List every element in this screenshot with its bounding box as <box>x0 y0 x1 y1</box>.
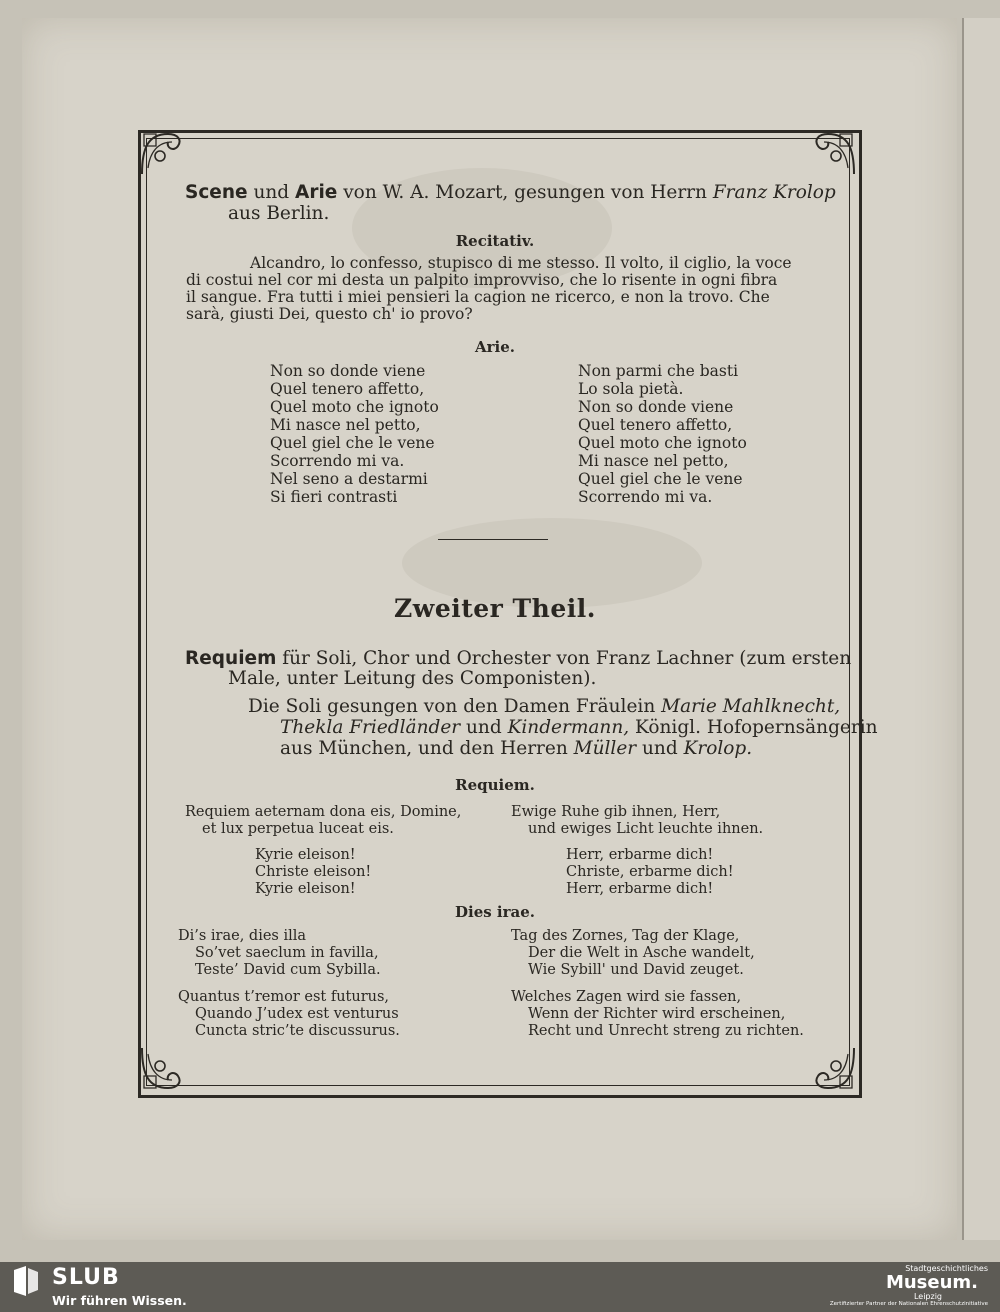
latin-line: Kyrie eleison! <box>255 847 356 863</box>
museum-partner-text: Zertifizierter Partner der Nationalen Ehrenschutzinitiative <box>829 1301 988 1307</box>
latin-line: Cuncta stric’te discussurus. <box>195 1023 400 1039</box>
soli-line: Thekla Friedländer und Kindermann, Königl. Hofopernsängerin <box>280 717 878 738</box>
latin-line: Quantus t’remor est futurus, <box>178 989 390 1005</box>
verse-line: Scorrendo mi va. <box>578 488 713 506</box>
program-content <box>150 150 878 1080</box>
museum-name: Museum. <box>885 1272 978 1293</box>
latin-line: et lux perpetua luceat eis. <box>202 821 394 837</box>
verse-line: Lo sola pietà. <box>578 380 684 398</box>
latin-line: So’vet saeclum in favilla, <box>195 945 379 961</box>
scene-heading-cont: aus Berlin. <box>228 203 330 224</box>
latin-line: Requiem aeternam dona eis, Domine, <box>185 804 462 820</box>
german-line: Recht und Unrecht streng zu richten. <box>528 1023 804 1039</box>
recitativ-line: di costui nel cor mi desta un palpito improvviso, che lo risente in ogni fibra <box>186 271 778 289</box>
museum-top-text: Stadtgeschichtliches <box>905 1264 988 1273</box>
verse-line: Quel giel che le vene <box>270 434 435 452</box>
verse-line: Scorrendo mi va. <box>270 452 405 470</box>
requiem-heading-cont: Male, unter Leitung des Componisten). <box>228 668 597 689</box>
requiem-heading: Requiem für Soli, Chor und Orchester von Franz Lachner (zum ersten <box>185 648 852 669</box>
section-divider <box>438 539 548 540</box>
german-line: Tag des Zornes, Tag der Klage, <box>511 928 740 944</box>
verse-line: Non so donde viene <box>578 398 734 416</box>
recitativ-heading: Recitativ. <box>455 232 535 250</box>
verse-line: Quel giel che le vene <box>578 470 743 488</box>
museum-city: Leipzig <box>913 1292 942 1301</box>
verse-line: Mi nasce nel petto, <box>270 416 421 434</box>
verse-line: Quel tenero affetto, <box>270 380 425 398</box>
recitativ-line: il sangue. Fra tutti i miei pensieri la cagion ne ricerco, e non la trovo. Che <box>186 288 770 306</box>
german-line: Herr, erbarme dich! <box>566 847 714 863</box>
dies-irae-heading: Dies irae. <box>454 903 535 921</box>
german-line: Herr, erbarme dich! <box>566 881 714 897</box>
slub-name: SLUB <box>52 1265 120 1290</box>
slub-logo-icon <box>12 1266 40 1296</box>
soli-line: Die Soli gesungen von den Damen Fräulein Marie Mahlknecht, <box>248 696 841 717</box>
scene-heading: Scene und Arie von W. A. Mozart, gesungen von Herrn Franz Krolop <box>185 182 836 203</box>
verse-line: Si fieri contrasti <box>270 488 398 506</box>
german-line: und ewiges Licht leuchte ihnen. <box>528 821 764 837</box>
verse-line: Quel moto che ignoto <box>578 434 747 452</box>
next-page-edge <box>962 18 1000 1240</box>
verse-line: Mi nasce nel petto, <box>578 452 729 470</box>
arie-heading: Arie. <box>474 338 515 356</box>
arie-left-column <box>270 362 439 506</box>
arie-right-column <box>578 362 747 506</box>
requiem-text-heading: Requiem. <box>455 776 535 794</box>
recitativ-line: Alcandro, lo confesso, stupisco di me stesso. Il volto, il ciglio, la voce <box>250 254 792 272</box>
verse-line: Non so donde viene <box>270 362 426 380</box>
slub-tagline: Wir führen Wissen. <box>52 1293 187 1308</box>
latin-line: Teste’ David cum Sybilla. <box>195 962 381 978</box>
german-line: Christe, erbarme dich! <box>566 864 734 880</box>
recitativ-line: sarà, giusti Dei, questo ch' io provo? <box>186 305 473 323</box>
german-line: Wenn der Richter wird erscheinen, <box>528 1006 786 1022</box>
german-line: Ewige Ruhe gib ihnen, Herr, <box>511 804 721 820</box>
latin-line: Christe eleison! <box>255 864 372 880</box>
part-two-title: Zweiter Theil. <box>394 594 596 623</box>
latin-line: Quando J’udex est venturus <box>195 1006 399 1022</box>
german-line: Welches Zagen wird sie fassen, <box>511 989 742 1005</box>
german-line: Der die Welt in Asche wandelt, <box>528 945 755 961</box>
latin-line: Di’s irae, dies illa <box>178 928 307 944</box>
latin-line: Kyrie eleison! <box>255 881 356 897</box>
verse-line: Non parmi che basti <box>578 362 739 380</box>
verse-line: Nel seno a destarmi <box>270 470 428 488</box>
german-line: Wie Sybill' und David zeuget. <box>528 962 744 978</box>
verse-line: Quel moto che ignoto <box>270 398 439 416</box>
verse-line: Quel tenero affetto, <box>578 416 733 434</box>
soli-line: aus München, und den Herren Müller und Krolop. <box>280 738 753 759</box>
